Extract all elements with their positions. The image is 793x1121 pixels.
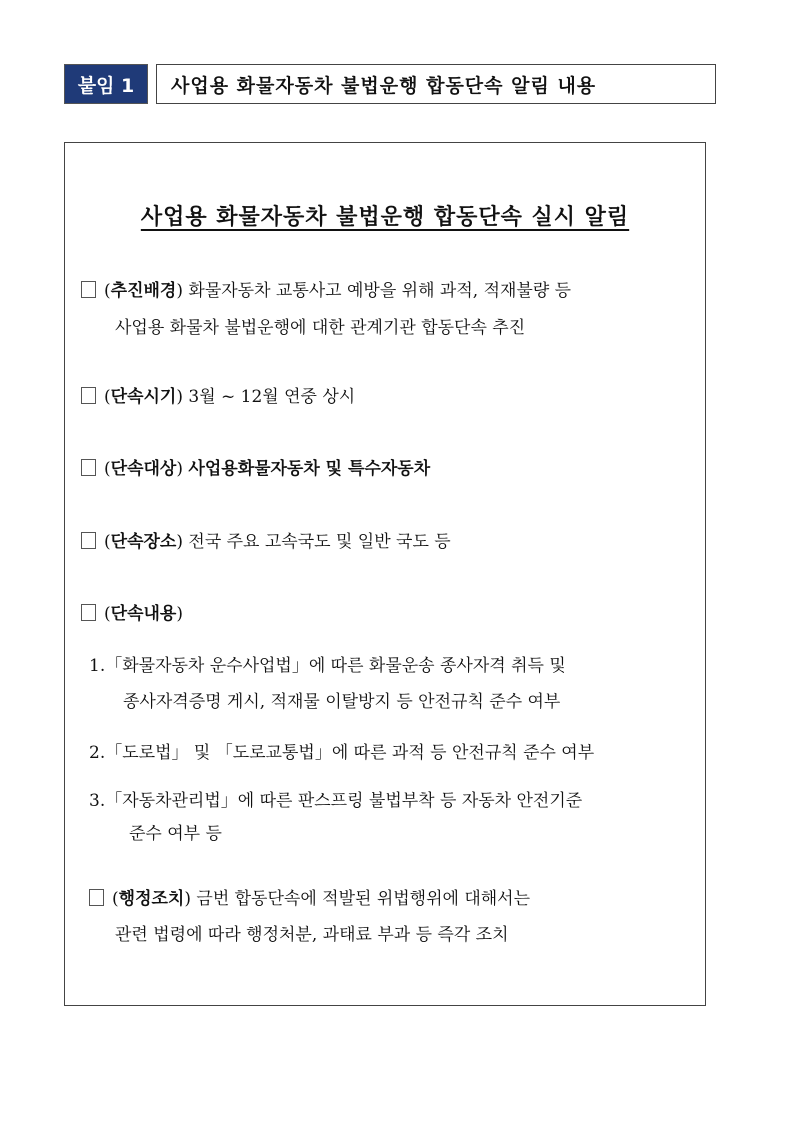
action-section: (행정조치) 금번 합동단속에 적발된 위법행위에 대해서는 [89,881,530,917]
content-item-3: 3.「자동차관리법」에 따른 판스프링 불법부착 등 자동차 안전기준 [89,791,583,811]
checkbox-icon [89,889,104,906]
period-section: (단속시기) 3월 ~ 12월 연중 상시 [81,379,355,415]
attachment-header [64,64,716,104]
target-section: (단속대상) 사업용화물자동차 및 특수자동차 [81,451,430,487]
content-item-1-line2: 종사자격증명 게시, 적재물 이탈방지 등 안전규칙 준수 여부 [123,692,561,712]
place-section: (단속장소) 전국 주요 고속국도 및 일반 국도 등 [81,524,451,560]
content-section: (단속내용) [81,596,183,632]
attachment-badge: 붙임 1 [64,64,148,104]
notice-title: 사업용 화물자동차 불법운행 합동단속 실시 알림 [140,205,630,230]
checkbox-icon [81,532,96,549]
checkbox-icon [81,459,96,476]
attachment-title: 사업용 화물자동차 불법운행 합동단속 알림 내용 [156,64,716,104]
checkbox-icon [81,281,96,298]
background-section: (추진배경) 화물자동차 교통사고 예방을 위해 과적, 적재불량 등 [81,273,571,309]
content-item-1: 1.「화물자동차 운수사업법」에 따른 화물운송 종사자격 취득 및 [89,656,566,676]
background-line2: 사업용 화물차 불법운행에 대한 관계기관 합동단속 추진 [115,318,526,338]
notice-box [64,142,706,1006]
checkbox-icon [81,604,96,621]
checkbox-icon [81,387,96,404]
action-line2: 관련 법령에 따라 행정처분, 과태료 부과 등 즉각 조치 [115,925,509,945]
content-item-3-line2: 준수 여부 등 [129,824,222,844]
content-item-2: 2.「도로법」 및 「도로교통법」에 따른 과적 등 안전규칙 준수 여부 [89,743,595,763]
